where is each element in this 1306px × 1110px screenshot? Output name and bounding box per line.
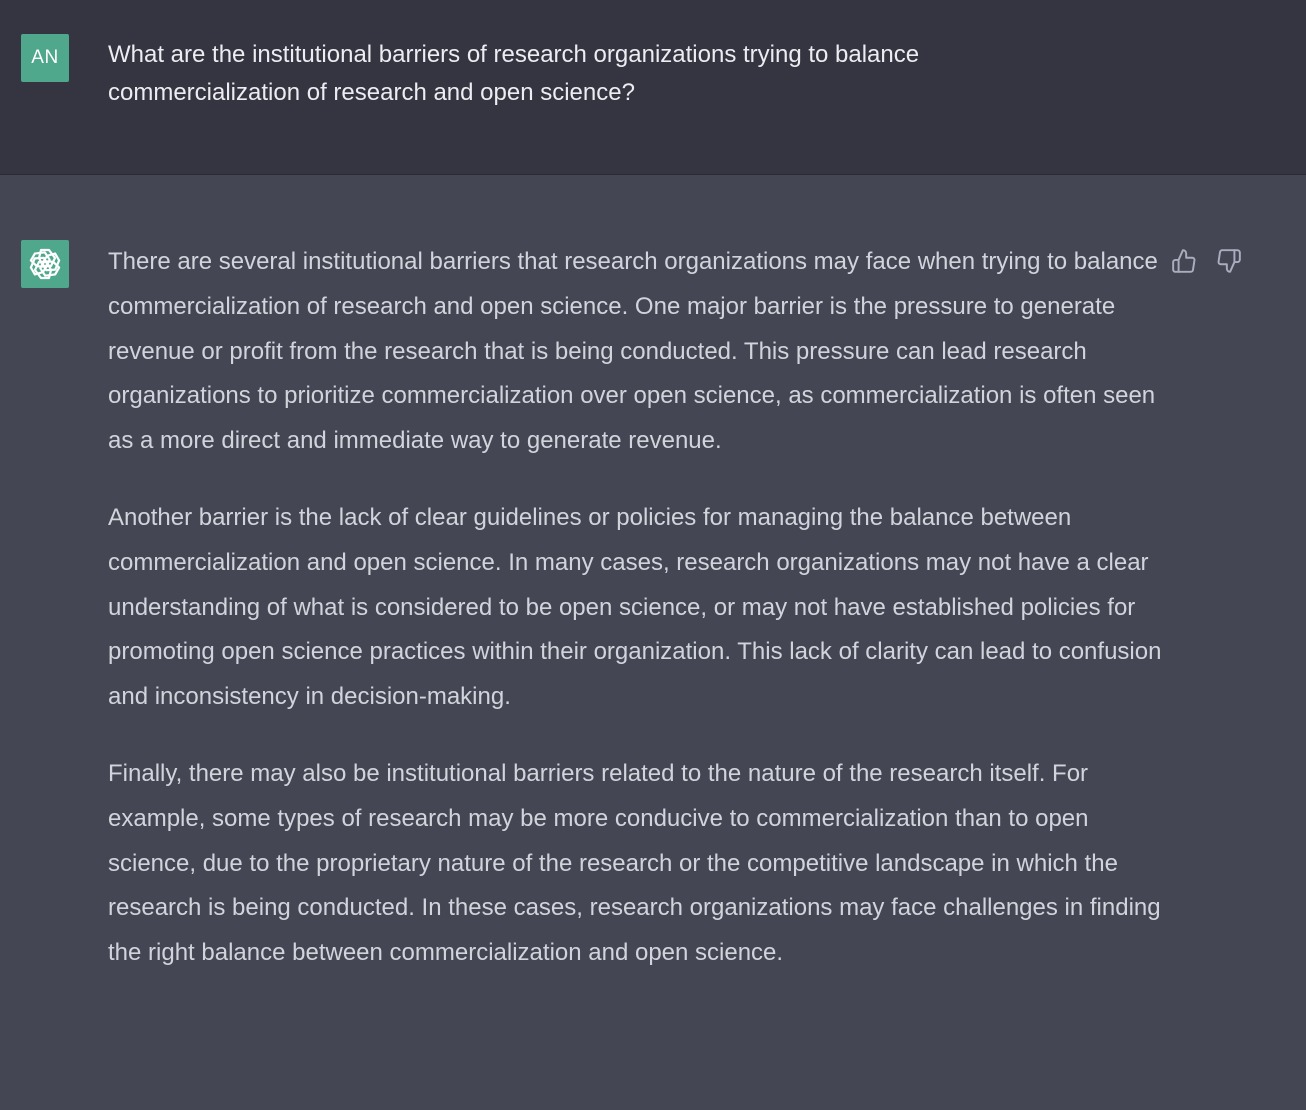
answer-paragraph: There are several institutional barriers that research organizations may face when trying to balance commercialization of research and open science. One major barrier is the pressure to generate revenue or profit from the research that is being conducted. This pressure can lead research organizations to prioritize commercialization over open science, as commercialization is often seen as a more direct and immediate way to generate revenue.: [108, 248, 1158, 455]
user-message-row: [0, 0, 1306, 175]
user-message-text: What are the institutional barriers of research organizations trying to balance commercialization of research and open science?: [108, 41, 920, 106]
openai-logo-icon: [27, 246, 63, 282]
assistant-message-text: [108, 240, 1168, 1008]
thumbs-down-button[interactable]: [1214, 246, 1244, 276]
assistant-message-row: [0, 176, 1306, 1110]
answer-paragraph: Another barrier is the lack of clear guidelines or policies for managing the balance between commercialization and open science. In many cases, research organizations may not have a clear understanding of what is considered to be open science, or may not have established policies for promoting open science practices within their organization. This lack of clarity can lead to confusion and inconsistency in decision-making.: [108, 503, 1162, 711]
answer-paragraph: Finally, there may also be institutional barriers related to the nature of the research itself. For example, some types of research may be more conducive to commercialization than to open science, due to the proprietary nature of the research or the competitive landscape in which the research is being conducted. In these cases, research organizations may face challenges in finding the right balance between commercialization and open science.: [108, 759, 1161, 967]
user-avatar: AN: [21, 34, 69, 82]
thumbs-up-icon: [1171, 248, 1197, 274]
thumbs-down-icon: [1216, 248, 1242, 274]
assistant-avatar: [21, 240, 69, 288]
thumbs-up-button[interactable]: [1169, 246, 1199, 276]
